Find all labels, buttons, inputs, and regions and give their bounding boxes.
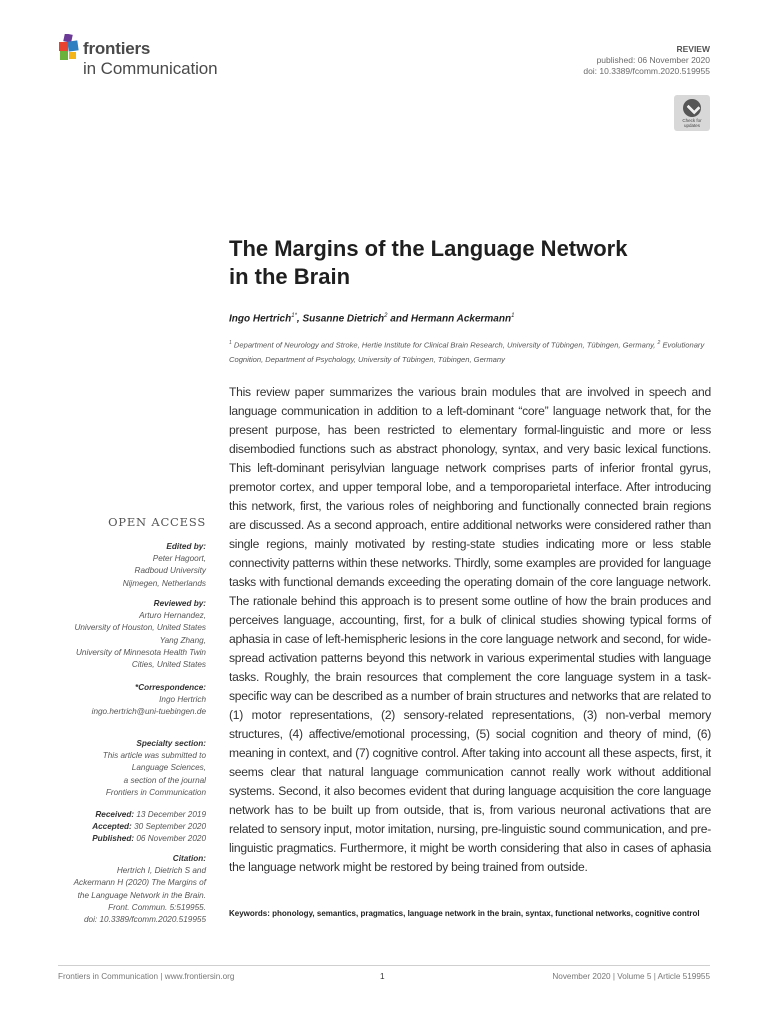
citation-doi[interactable]: doi: 10.3389/fcomm.2020.519955 [84,915,206,925]
correspondence-name: Ingo Hertrich [159,695,206,705]
author-affil-mark: 2 [384,313,388,319]
received-value: 13 December 2019 [136,810,206,819]
article-type: REVIEW [676,44,710,54]
reviewer-line: Yang Zhang, [159,635,206,645]
keywords-label: Keywords: [229,909,270,918]
check-badge-label: Check for updates [682,118,702,128]
check-for-updates-badge[interactable] [674,95,710,131]
editor-line: Peter Hagoort, [152,554,206,564]
editor-line: Radboud University [134,566,206,576]
citation-block [36,853,206,926]
citation-line: the Language Network in the Brain. [77,890,206,900]
accepted-label: Accepted: [92,822,132,832]
logo-text-frontiers: frontiers [83,39,151,58]
received-label: Received: [95,810,135,819]
journal-logo [58,32,258,80]
specialty-line: Language Sciences, [131,763,206,773]
accepted-value: 30 September 2020 [134,822,206,832]
specialty-section-block [36,738,206,799]
author-affil-mark: 1* [291,313,297,319]
reviewer-line: University of Minnesota Health Twin [76,647,206,657]
citation-line: Ackermann H (2020) The Margins of [73,878,206,888]
author-name[interactable]: Hermann Ackermann [410,313,512,325]
citation-line: Hertrich I, Dietrich S and [116,866,206,876]
reviewed-by-block [36,598,206,671]
footer-issue: November 2020 | Volume 5 | Article 519955 [552,972,710,981]
edited-by-label: Edited by: [166,542,206,551]
correspondence-email[interactable]: ingo.hertrich@uni-tuebingen.de [91,707,206,717]
published-date-side [36,833,206,845]
article-title: The Margins of the Language Network in the Brain [229,236,628,289]
keywords-text: phonology, semantics, pragmatics, language network in the brain, syntax, functional networks, cognitive control [272,909,700,918]
article-meta-header [583,44,710,77]
edited-by-block [36,541,206,590]
reviewer-line: Arturo Hernandez, [139,611,206,621]
logo-text-journal: in Communication [83,59,218,78]
dates-block [36,809,206,846]
page-number: 1 [380,972,385,981]
affil-mark: 1 [229,340,232,346]
specialty-label: Specialty section: [136,739,206,748]
check-icon [683,99,701,117]
footer-journal[interactable]: Frontiers in Communication | www.frontiersin.org [58,972,235,981]
author-name[interactable]: Susanne Dietrich [302,313,385,325]
reviewer-line: Cities, United States [131,660,206,670]
author-affil-mark: 1 [511,313,515,319]
specialty-line: This article was submitted to [102,751,206,761]
author-name[interactable]: Ingo Hertrich [229,313,292,325]
reviewed-by-label: Reviewed by: [153,599,206,608]
accepted-date [36,821,206,833]
affiliation-2: Evolutionary Cognition, Department of Psychology, University of Tübingen, Tübingen, Germany [229,340,705,364]
affiliations [229,336,709,367]
footer-divider [58,965,710,966]
published-label: Published: [92,834,135,844]
frontiers-logo-icon [58,34,82,62]
published-date: published: 06 November 2020 [596,55,710,65]
affil-mark: 2 [657,340,661,346]
citation-line: Front. Commun. 5:519955. [108,902,206,912]
affiliation-1: Department of Neurology and Stroke, Hertie Institute for Clinical Brain Research, University of Tübingen, Tübingen, Germany, [233,340,656,350]
reviewer-line: University of Houston, United States [74,623,206,633]
editor-line: Nijmegen, Netherlands [122,578,206,588]
open-access-label: OPEN ACCESS [108,515,206,529]
received-date [36,809,206,821]
citation-label: Citation: [172,854,206,863]
published-value: 06 November 2020 [136,834,206,844]
keywords [229,907,711,920]
specialty-line: a section of the journal [123,775,206,785]
specialty-line: Frontiers in Communication [105,787,206,797]
doi[interactable]: doi: 10.3389/fcomm.2020.519955 [583,66,710,76]
abstract: This review paper summarizes the various brain modules that are involved in speech and language communication in addition to a left-dominant “core” language network that, for the present purpose, has been restricted to elementary formal-linguistic and more or less disembodied functions such as abstract phonology, syntax, and very basic lexical functions. This left-dominant perisylvian language network comprises parts of inferior frontal gyrus, premotor cortex, and upper temporal lobe, and a temporoparietal interface. After introducing this network, first, the various roles of neighboring and functionally connected brain regions are discussed. As a second approach, entire additional networks were considered rather than single regions, mainly motivated by resting-state studies indicating more or less stable connectivity patterns within these networks. Thirdly, some examples are provided for language tasks with functional demands exceeding the operating domain of the core language network. The rationale behind this approach is to present some outline of how the brain produces and perceives language, accounting, first, for a bulk of clinical studies showing typical forms of aphasia in case of left-hemispheric lesions in the core language network and second, for wide-spread activation patterns beyond this network in various experimental studies with language tasks. Roughly, the brain resources that complement the core language system in a task-specific way can be described as a number of brain structures and networks that are related to (1) motor representations, (2) sensory-related representations, (3) non-verbal memory structures, (4) affective/emotional processing, (5) social cognition and theory of mind, (6) meaning in context, and (7) cognitive control. After taking into account all these aspects, first, it seems clear that natural language communication cannot really work without additional systems. Second, it also becomes evident that during language acquisition the core language network has to be built up from outside, that is, from various neuronal activations that are related to sensory input, motor imitation, nursing, pre-linguistic sound communication, and pre-linguistic pragmatics. Furthermore, it might be worth considering that also in cases of aphasia the language network might be restored by being trained from outside. [229,385,711,874]
correspondence-block [36,682,206,719]
correspondence-label: *Correspondence: [135,683,206,692]
author-list: Ingo Hertrich$^{1*}$, Susanne Dietrich$^2$ and Hermann Ackermann$^1$ [229,313,515,325]
